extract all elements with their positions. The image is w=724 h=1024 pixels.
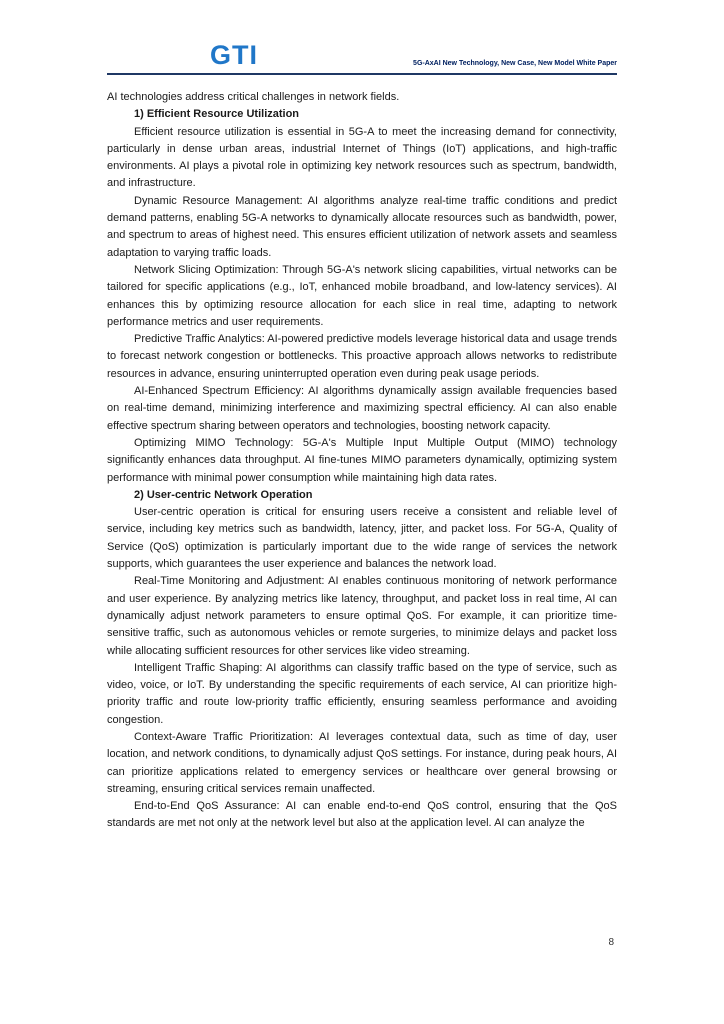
paragraph: Real-Time Monitoring and Adjustment: AI enables continuous monitoring of network performance and user experience. By analyzing metrics like latency, throughput, and packet loss in real time, AI can dynamically adjust network parameters to ensure optimal QoS. For example, it can prioritize time-sensitive traffic, such as autonomous vehicles or remote surgeries, to minimize delays and packet loss while allocating sufficient resources for other services like video streaming. bbox=[107, 575, 617, 657]
paragraph: Efficient resource utilization is essential in 5G-A to meet the increasing demand for connectivity, particularly in dense urban areas, industrial Internet of Things (IoT) applications, and high-traffic environments. AI plays a pivotal role in optimizing key network resources such as spectrum, bandwidth, and infrastructure. bbox=[107, 125, 617, 190]
paragraph: AI-Enhanced Spectrum Efficiency: AI algorithms dynamically assign available frequencies based on real-time demand, minimizing interference and maximizing spectral efficiency. AI can also enable effective spectrum sharing between operators and technologies, boosting network capacity. bbox=[107, 385, 617, 432]
paragraph: Optimizing MIMO Technology: 5G-A's Multiple Input Multiple Output (MIMO) technology significantly enhances data throughput. AI fine-tunes MIMO parameters dynamically, optimizing system performance with minimal power consumption while maintaining high data rates. bbox=[107, 436, 617, 484]
paragraph: Network Slicing Optimization: Through 5G-A's network slicing capabilities, virtual networks can be tailored for specific applications (e.g., IoT, enhanced mobile broadband, and low-latency services). AI enhances this by optimizing resource allocation for each slice in real time, adapting to network performance metrics and user requirements. bbox=[107, 263, 617, 328]
paragraph: AI technologies address critical challenges in network fields. bbox=[107, 91, 400, 103]
paragraph: User-centric operation is critical for ensuring users receive a consistent and reliable level of service, including key metrics such as bandwidth, latency, jitter, and packet loss. For 5G-A, Quality of Service (QoS) optimization is particularly important due to the wide range of services the network supports, which guarantees the user experience and balances the network load. bbox=[107, 506, 617, 571]
header-subtitle: 5G-AxAI New Technology, New Case, New Model White Paper bbox=[413, 60, 617, 67]
page-number: 8 bbox=[608, 937, 614, 948]
section-heading: 1) Efficient Resource Utilization bbox=[134, 108, 300, 121]
paragraph: Dynamic Resource Management: AI algorithms analyze real-time traffic conditions and predict demand patterns, enabling 5G-A networks to dynamically allocate resources such as bandwidth, power, and spectrum to areas of highest need. This ensures efficient utilization of network assets and seamless adaptation to varying traffic loads. bbox=[107, 194, 617, 259]
section-heading: 2) User-centric Network Operation bbox=[134, 488, 313, 501]
paragraph: Intelligent Traffic Shaping: AI algorithms can classify traffic based on the type of service, such as video, voice, or IoT. By understanding the specific requirements of each service, AI can prioritize high-priority traffic and route low-priority traffic efficiently, ensuring seamless performance and avoiding congestion. bbox=[107, 661, 617, 726]
document-body bbox=[107, 89, 617, 833]
page-header bbox=[107, 0, 617, 73]
header-divider bbox=[107, 73, 617, 75]
paragraph: End-to-End QoS Assurance: AI can enable end-to-end QoS control, ensuring that the QoS standards are met not only at the network level but also at the application level. AI can analyze the bbox=[107, 800, 617, 830]
paragraph: Predictive Traffic Analytics: AI-powered predictive models leverage historical data and usage trends to forecast network congestion or bottlenecks. This proactive approach allows networks to redistribute resources in advance, ensuring uninterrupted operation even during peak usage periods. bbox=[107, 333, 617, 380]
paragraph: Context-Aware Traffic Prioritization: AI leverages contextual data, such as time of day, user location, and network conditions, to dynamically adjust QoS settings. For instance, during peak hours, AI can prioritize applications related to emergency services or healthcare over general browsing or streaming, ensuring critical services remain unaffected. bbox=[107, 730, 617, 795]
gti-logo: GTI bbox=[210, 40, 258, 70]
